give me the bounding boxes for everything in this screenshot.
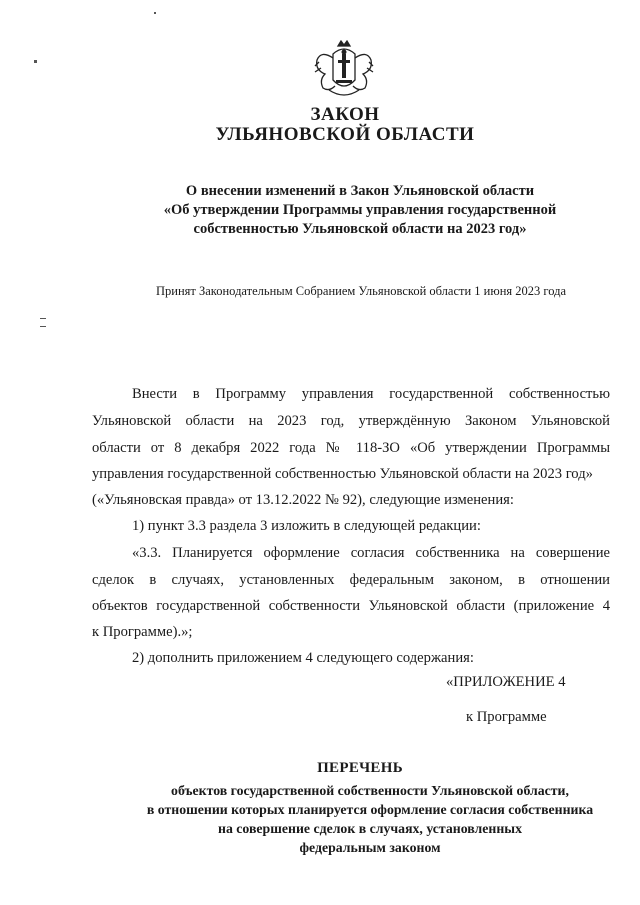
scan-speck [154, 12, 156, 14]
body-line: («Ульяновская правда» от 13.12.2022 № 92), следующие изменения: [92, 492, 514, 508]
body-line: области от 8 декабря 2022 года № 118-ЗО «Об утверждении Программы [92, 440, 610, 456]
scan-speck [40, 326, 46, 327]
list-subtitle [60, 781, 640, 857]
law-title: ЗАКОН [310, 104, 380, 125]
list-subtitle-line: объектов государственной собственности Ульяновской области, [171, 783, 569, 798]
body-line: к Программе).»; [92, 624, 193, 640]
adoption-note: Принят Законодательным Собранием Ульяновской области 1 июня 2023 года [156, 284, 566, 298]
scan-speck [34, 60, 37, 63]
subtitle-line: собственностью Ульяновской области на 2023 год» [193, 221, 527, 237]
law-subtitle [80, 182, 640, 239]
body-line: Внести в Программу управления государственной собственностью [132, 386, 610, 402]
body-line: сделок в случаях, установленных федеральным законом, в отношении [92, 572, 610, 588]
body-line: 2) дополнить приложением 4 следующего содержания: [132, 650, 474, 666]
scan-speck [40, 318, 46, 319]
body-line: Ульяновской области на 2023 год, утверждённую Законом Ульяновской [92, 413, 610, 429]
list-subtitle-line: на совершение сделок в случаях, установленных [218, 821, 522, 836]
list-subtitle-line: в отношении которых планируется оформление согласия собственника [146, 802, 594, 817]
annex-reference: к Программе [466, 709, 547, 725]
body-line: управления государственной собственностью Ульяновской области на 2023 год» [92, 466, 593, 482]
list-title: ПЕРЕЧЕНЬ [317, 760, 403, 776]
body-line: «3.3. Планируется оформление согласия собственника на совершение [132, 545, 610, 561]
law-region-title: УЛЬЯНОВСКОЙ ОБЛАСТИ [215, 124, 475, 145]
coat-of-arms-icon [311, 40, 377, 102]
subtitle-line: «Об утверждении Программы управления государственной [163, 202, 557, 218]
annex-heading: «ПРИЛОЖЕНИЕ 4 [446, 674, 566, 690]
subtitle-line: О внесении изменений в Закон Ульяновской области [185, 183, 535, 199]
body-line: объектов государственной собственности Ульяновской области (приложение 4 [92, 598, 610, 614]
list-subtitle-line: федеральным законом [299, 840, 441, 855]
body-line: 1) пункт 3.3 раздела 3 изложить в следующей редакции: [132, 518, 481, 534]
